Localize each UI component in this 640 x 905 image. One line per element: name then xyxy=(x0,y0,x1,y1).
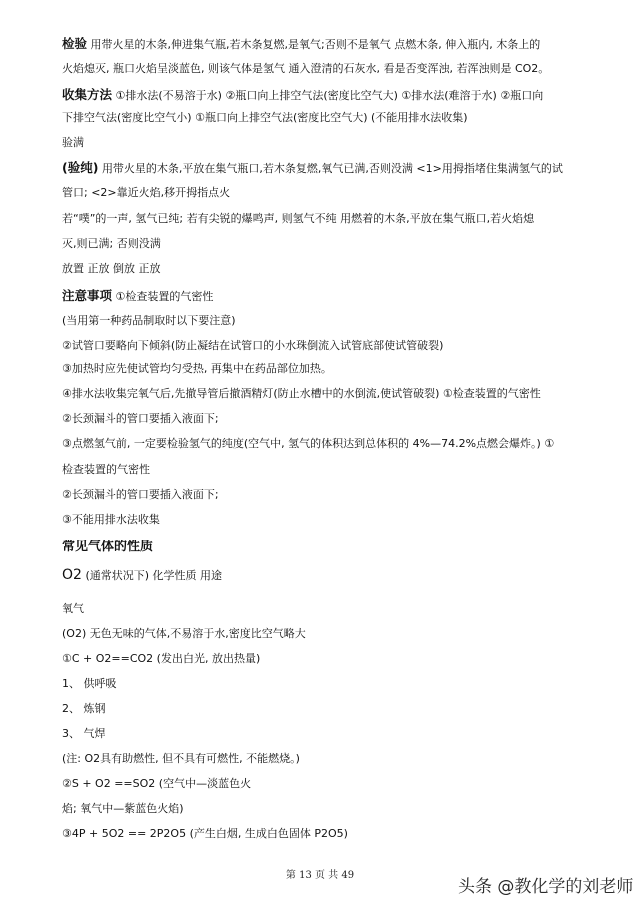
placement-line xyxy=(62,262,600,276)
text: 验满 xyxy=(62,136,84,149)
text: 放置 正放 倒放 正放 xyxy=(62,262,161,275)
o2-header-line xyxy=(62,568,600,583)
notes-heading: 注意事项 xyxy=(62,289,113,303)
text: 氧气 xyxy=(62,602,84,615)
watermark-text: 头条 @教化学的刘老师 xyxy=(458,877,634,897)
notes-line-2 xyxy=(62,314,600,328)
purity-test-line-2 xyxy=(62,186,600,200)
text: 若“噗”的一声, 氢气已纯; 若有尖锐的爆鸣声, 则氢气不纯 用燃着的木条,平放在集气瓶口,若火焰熄 xyxy=(62,212,535,225)
text: (O2) 无色无味的气体,不易溶于水,密度比空气略大 xyxy=(62,627,306,640)
purity-test-line-3 xyxy=(62,212,600,226)
use-2 xyxy=(62,702,600,716)
notes-line-4 xyxy=(62,362,600,376)
collection-heading: 收集方法 xyxy=(62,88,113,102)
reaction-sulfur-1 xyxy=(62,777,600,791)
reaction-phosphorus xyxy=(62,827,600,841)
notes-line-6 xyxy=(62,412,600,426)
collection-methods-line-1 xyxy=(62,88,600,103)
text: ③加热时应先使试管均匀受热, 再集中在药品部位加热。 xyxy=(62,362,332,375)
text: ③不能用排水法收集 xyxy=(62,513,160,526)
text: (注: O2具有助燃性, 但不具有可燃性, 不能燃烧。) xyxy=(62,752,300,765)
section-heading: 常见气体的性质 xyxy=(62,540,154,554)
oxygen-name xyxy=(62,602,600,616)
text: ①排水法(不易溶于水) ②瓶口向上排空气法(密度比空气大) ①排水法(难溶于水) ②瓶口向 xyxy=(115,89,544,102)
reaction-carbon xyxy=(62,652,600,666)
test-heading: 检验 xyxy=(62,37,88,51)
text: 用带火星的木条,伸进集气瓶,若木条复燃,是氧气;否则不是氧气 点燃木条, 伸入瓶内, 木条上的 xyxy=(90,38,541,51)
notes-line-1 xyxy=(62,289,600,304)
notes-line-10 xyxy=(62,513,600,527)
text: ②试管口要略向下倾斜(防止凝结在试管口的小水珠倒流入试管底部使试管破裂) xyxy=(62,339,444,352)
check-full-label xyxy=(62,136,600,150)
text: (当用第一种药品制取时以下要注意) xyxy=(62,314,236,327)
gas-properties-title xyxy=(62,540,600,554)
text: 用带火星的木条,平放在集气瓶口,若木条复燃,氧气已满,否则没满 <1>用拇指堵住集满氢气的试 xyxy=(101,162,563,175)
hydrogen-test-line xyxy=(62,62,600,76)
text: 下排空气法(密度比空气小) ①瓶口向上排空气法(密度比空气大) (不能用排水法收集) xyxy=(62,111,468,124)
text: ①C + O2==CO2 (发出白光, 放出热量) xyxy=(62,652,261,665)
text: 3、 气焊 xyxy=(62,727,106,740)
o2-label: O2 xyxy=(62,568,82,583)
text: 火焰熄灭, 瓶口火焰呈淡蓝色, 则该气体是氢气 通入澄清的石灰水, 看是否变浑浊, 若浑浊则是 CO2。 xyxy=(62,62,550,75)
text: ②S + O2 ==SO2 (空气中—淡蓝色火 xyxy=(62,777,252,790)
text: ②长颈漏斗的管口要插入液面下; xyxy=(62,488,219,501)
note-combustion xyxy=(62,752,600,766)
text: 1、 供呼吸 xyxy=(62,677,117,690)
purity-heading: (验纯) xyxy=(62,161,99,175)
notes-line-7 xyxy=(62,437,600,451)
collection-methods-line-2 xyxy=(62,111,600,125)
oxygen-test-line-1 xyxy=(62,37,600,52)
text: 焰; 氧气中—紫蓝色火焰) xyxy=(62,802,184,815)
notes-line-9 xyxy=(62,488,600,502)
text: (通常状况下) 化学性质 用途 xyxy=(85,569,223,582)
use-3 xyxy=(62,727,600,741)
reaction-sulfur-2 xyxy=(62,802,600,816)
text: ③4P + 5O2 == 2P2O5 (产生白烟, 生成白色固体 P2O5) xyxy=(62,827,348,840)
purity-test-line-1 xyxy=(62,161,600,176)
text: 2、 炼钢 xyxy=(62,702,106,715)
notes-line-5 xyxy=(62,387,600,401)
notes-line-8 xyxy=(62,463,600,477)
text: ①检查装置的气密性 xyxy=(115,290,214,303)
purity-test-line-4 xyxy=(62,237,600,251)
text: 检查装置的气密性 xyxy=(62,463,150,476)
text: 管口; <2>靠近火焰,移开拇指点火 xyxy=(62,186,231,199)
text: ④排水法收集完氧气后,先撤导管后撤酒精灯(防止水槽中的水倒流,使试管破裂) ①检查装置的气密性 xyxy=(62,387,541,400)
text: 灭,则已满; 否则没满 xyxy=(62,237,161,250)
notes-line-3 xyxy=(62,339,600,353)
use-1 xyxy=(62,677,600,691)
oxygen-physical-props xyxy=(62,627,600,641)
text: ②长颈漏斗的管口要插入液面下; xyxy=(62,412,219,425)
page-number-footer: 第 13 页 共 49 xyxy=(285,870,355,881)
text: ③点燃氢气前, 一定要检验氢气的纯度(空气中, 氢气的体积达到总体积的 4%—74.2%点燃会爆炸。) ① xyxy=(62,437,555,450)
